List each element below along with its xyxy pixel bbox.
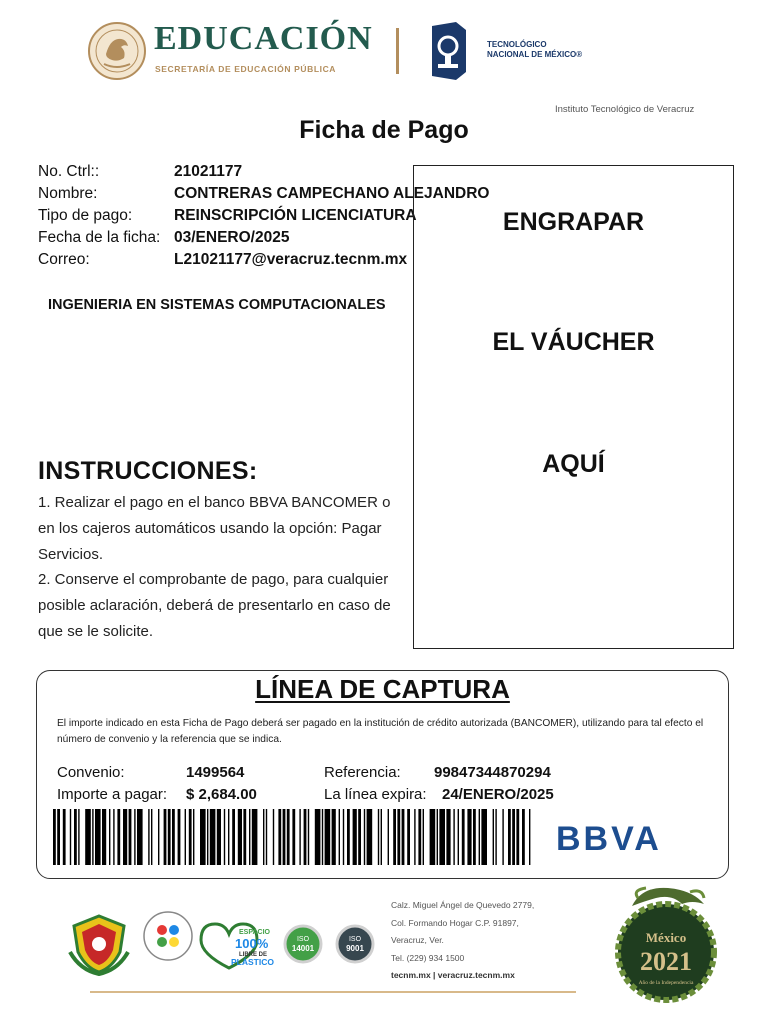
instruction-line: 2. Conserve el comprobante de pago, para cualquier — [38, 571, 389, 589]
barcode-bar — [481, 809, 487, 865]
instruction-line: que se le solicite. — [38, 622, 154, 640]
barcode-bar — [278, 809, 281, 865]
iso-9001-seal-icon — [333, 914, 377, 976]
barcode-bar — [407, 809, 410, 865]
barcode-bar — [458, 809, 459, 865]
gender-equality-seal-icon — [142, 910, 194, 962]
bbva-logo: BBVA — [556, 820, 662, 858]
plastic-free-badge-icon — [195, 914, 275, 972]
voucher-staple-area — [413, 165, 734, 649]
instruction-line: 1. Realizar el pago en el banco BBVA BANCOMER o — [38, 494, 391, 511]
convenio-label: Convenio: — [57, 764, 125, 781]
iso-14001-number: 14001 — [291, 944, 315, 953]
address-line: Veracruz, Ver. — [391, 935, 444, 945]
barcode-bar — [453, 809, 454, 865]
barcode-bar — [63, 809, 66, 865]
address-line: Tel. (229) 934 1500 — [391, 952, 465, 963]
instruction-line: en los cajeros automáticos usando la opción: Pagar — [38, 519, 382, 537]
barcode-bar — [102, 809, 106, 865]
barcode-bar — [283, 809, 286, 865]
barcode-bar — [381, 809, 382, 865]
barcode-bar — [495, 809, 496, 865]
barcode-bar — [53, 809, 56, 865]
barcode-bar — [243, 809, 246, 865]
institute-name: Instituto Tecnológico de Veracruz — [555, 104, 695, 115]
barcode-bar — [193, 809, 194, 865]
barcode-bar — [467, 809, 471, 865]
barcode-bar — [178, 809, 181, 865]
barcode-bar — [129, 809, 132, 865]
veracruz-institute-shield-icon — [66, 912, 132, 976]
referencia-label: Referencia: — [324, 764, 401, 781]
voucher-text-line-2: EL VÁUCHER — [492, 328, 655, 356]
barcode-bar — [393, 809, 396, 865]
barcode-bar — [358, 809, 361, 865]
barcode-bar — [512, 809, 515, 865]
barcode-bar — [367, 809, 373, 865]
referencia-value: 99847344870294 — [434, 764, 551, 781]
field-label: Fecha de la ficha: — [38, 229, 161, 246]
barcode-bar — [172, 809, 175, 865]
field-label: Correo: — [38, 251, 90, 268]
barcode-bar — [123, 809, 127, 865]
barcode-bar — [325, 809, 331, 865]
voucher-text-line-3: AQUÍ — [542, 450, 605, 478]
website-links: tecnm.mx | veracruz.tecnm.mx — [391, 970, 515, 980]
barcode-bar — [414, 809, 415, 865]
barcode-bar — [343, 809, 344, 865]
expira-label: La línea expira: — [324, 786, 427, 803]
convenio-value: 1499564 — [186, 764, 245, 781]
field-value: 03/ENERO/2025 — [174, 229, 290, 246]
barcode-bar — [353, 809, 357, 865]
instructions-body — [38, 490, 413, 645]
field-value: L21021177@veracruz.tecnm.mx — [174, 251, 408, 268]
barcode-bar — [479, 809, 480, 865]
emblem-mexico-text: México — [645, 930, 687, 945]
barcode-bar — [437, 809, 438, 865]
barcode-bar — [148, 809, 149, 865]
barcode-bar — [473, 809, 476, 865]
barcode-bar — [78, 809, 79, 865]
barcode-bar — [430, 809, 436, 865]
barcode-bar — [315, 809, 321, 865]
barcode-bar — [273, 809, 274, 865]
barcode-bar — [339, 809, 340, 865]
barcode-bar — [189, 809, 192, 865]
importe-value: $ 2,684.00 — [186, 786, 257, 803]
barcode-bar — [217, 809, 221, 865]
tecnm-gear-logo-icon — [426, 20, 470, 82]
iso-9001-number: 9001 — [346, 944, 364, 953]
barcode-bar — [308, 809, 309, 865]
barcode-bar — [210, 809, 216, 865]
field-value: REINSCRIPCIÓN LICENCIATURA — [174, 207, 417, 224]
barcode-bar — [158, 809, 159, 865]
barcode-bar — [238, 809, 242, 865]
barcode-bar — [85, 809, 91, 865]
barcode-bar — [423, 809, 424, 865]
barcode-bar — [493, 809, 494, 865]
career-name: INGENIERIA EN SISTEMAS COMPUTACIONALES — [48, 297, 386, 313]
barcode-bar — [292, 809, 295, 865]
tecnm-line-1: TECNOLÓGICO — [487, 40, 547, 49]
barcode-bar — [529, 809, 530, 865]
sep-logo-title: EDUCACIÓN — [154, 20, 373, 57]
barcode-bar — [113, 809, 114, 865]
mexico-coat-of-arms-icon — [88, 20, 146, 82]
barcode-bar — [137, 809, 143, 865]
barcode-bar — [70, 809, 71, 865]
barcode-bar — [95, 809, 101, 865]
capture-line-note: El importe indicado en esta Ficha de Pago deberá ser pagado en la institución de crédito autorizada (BANCOMER), utilizando para tal efecto el número de convenio y la referencia que se indica. — [57, 718, 704, 745]
barcode-bar — [522, 809, 525, 865]
barcode-bar — [232, 809, 235, 865]
barcode-bar — [117, 809, 120, 865]
barcode-bar — [516, 809, 519, 865]
address-line: Calz. Miguel Ángel de Quevedo 2779, — [391, 900, 535, 910]
iso-label: ISO — [348, 936, 362, 943]
barcode-bar — [168, 809, 171, 865]
badge-espacio-text: ESPACIO — [239, 929, 270, 936]
barcode-bar — [266, 809, 267, 865]
barcode-bar — [462, 809, 465, 865]
iso-label: ISO — [296, 936, 310, 943]
footer-divider — [90, 991, 576, 993]
instruction-line: Servicios. — [38, 545, 104, 563]
emblem-year-text: 2021 — [640, 947, 692, 976]
iso-14001-seal-icon — [281, 914, 325, 976]
badge-plastico-text: PLÁSTICO — [231, 957, 274, 967]
barcode-bar — [164, 809, 167, 865]
field-label: No. Ctrl:: — [38, 163, 100, 180]
badge-100-text: 100% — [235, 936, 269, 951]
badge-libre-text: LIBRE DE — [239, 952, 268, 958]
barcode-bar — [299, 809, 300, 865]
tecnm-logo-text — [487, 40, 582, 59]
barcode-bar — [151, 809, 152, 865]
barcode-bar — [446, 809, 450, 865]
barcode-bar — [378, 809, 379, 865]
barcode-bar — [508, 809, 511, 865]
barcode-bar — [74, 809, 77, 865]
barcode-bar — [228, 809, 229, 865]
sep-logo-subtitle: SECRETARÍA DE EDUCACIÓN PÚBLICA — [155, 64, 337, 74]
barcode-bar — [304, 809, 307, 865]
barcode-bar — [439, 809, 445, 865]
page-title: Ficha de Pago — [299, 116, 469, 144]
field-label: Tipo de pago: — [38, 207, 133, 224]
tecnm-line-2: NACIONAL DE MÉXICO® — [487, 49, 583, 59]
barcode-bar — [332, 809, 336, 865]
barcode-bar — [347, 809, 350, 865]
emblem-subtitle-text: Año de la Independencia — [638, 980, 694, 986]
barcode-bar — [502, 809, 503, 865]
barcode-bar — [418, 809, 421, 865]
voucher-text-line-1: ENGRAPAR — [502, 208, 645, 236]
header-divider — [396, 28, 399, 74]
barcode-bar — [322, 809, 323, 865]
expira-value: 24/ENERO/2025 — [442, 786, 554, 803]
importe-label: Importe a pagar: — [57, 786, 168, 803]
institute-address — [391, 897, 534, 985]
barcode-bar — [92, 809, 93, 865]
barcode-bar — [109, 809, 110, 865]
instructions-heading: INSTRUCCIONES: — [38, 457, 258, 485]
barcode-bar — [402, 809, 405, 865]
barcode-bar — [200, 809, 206, 865]
field-value: CONTRERAS CAMPECHANO ALEJANDRO — [174, 185, 490, 202]
barcode-bar — [185, 809, 186, 865]
barcode-bar — [287, 809, 290, 865]
barcode-bar — [57, 809, 60, 865]
instruction-line: posible aclaración, deberá de presentarlo en caso de — [38, 597, 391, 615]
barcode-bar — [249, 809, 250, 865]
field-value: 21021177 — [174, 163, 243, 180]
document-header — [0, 0, 768, 100]
capture-line-heading — [37, 674, 728, 705]
barcode-bar — [397, 809, 400, 865]
barcode-bar — [263, 809, 264, 865]
address-line: Col. Formando Hogar C.P. 91897, — [391, 917, 519, 928]
barcode-bar — [252, 809, 258, 865]
capture-line-title: LÍNEA DE CAPTURA — [255, 674, 510, 704]
field-label: Nombre: — [38, 185, 98, 202]
barcode-bar — [364, 809, 365, 865]
barcode-bar — [134, 809, 135, 865]
capture-line-panel — [36, 670, 729, 879]
mexico-2021-independence-emblem-icon — [612, 880, 722, 1012]
barcode-bar — [207, 809, 208, 865]
barcode-bar — [224, 809, 225, 865]
payment-barcode — [53, 809, 531, 865]
barcode-bar — [388, 809, 389, 865]
